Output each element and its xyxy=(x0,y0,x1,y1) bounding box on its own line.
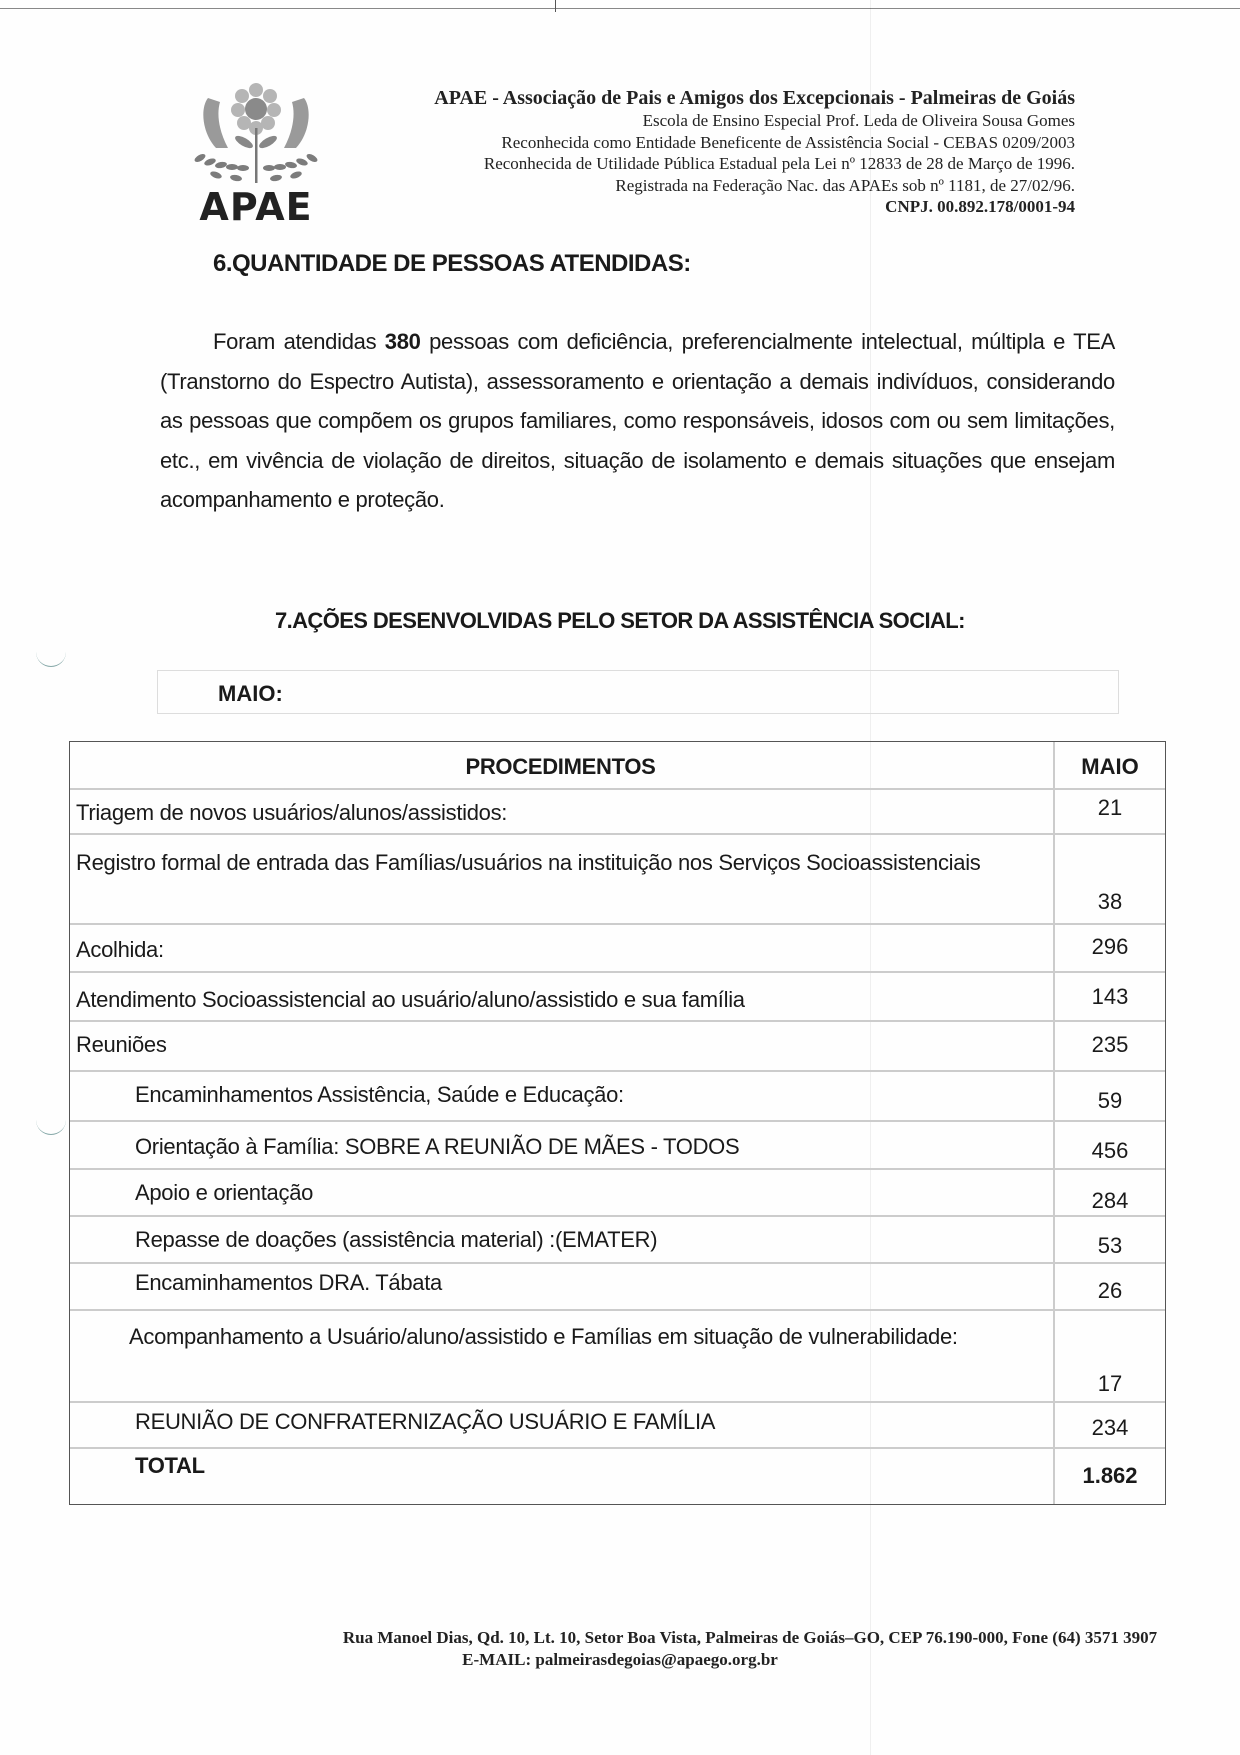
people-count: 380 xyxy=(384,329,421,354)
federation-registration: Registrada na Federação Nac. das APAEs sob nº 1181, de 27/02/96. xyxy=(615,175,1075,195)
table-row xyxy=(70,1170,1165,1217)
procedure-cell: Encaminhamentos Assistência, Saúde e Educação: xyxy=(135,1082,624,1107)
school-name: Escola de Ensino Especial Prof. Leda de Oliveira Sousa Gomes xyxy=(642,111,1075,130)
scan-notch xyxy=(555,0,556,12)
value-cell: 17 xyxy=(1053,1311,1165,1401)
value-cell: 296 xyxy=(1053,925,1165,971)
table-row xyxy=(70,1217,1165,1264)
table-row xyxy=(70,835,1165,925)
section-7-title: 7.AÇÕES DESENVOLVIDAS PELO SETOR DA ASSISTÊNCIA SOCIAL: xyxy=(275,608,965,633)
cebas-registration: Reconhecida como Entidade Beneficente de Assistência Social - CEBAS 0209/2003 xyxy=(501,132,1075,152)
value-cell: 59 xyxy=(1053,1072,1165,1120)
table-row xyxy=(70,973,1165,1022)
letterhead xyxy=(434,86,1075,218)
scan-top-line xyxy=(0,8,1240,9)
table-row xyxy=(70,1022,1165,1072)
organization-name: APAE - Associação de Pais e Amigos dos Excepcionais - Palmeiras de Goiás xyxy=(434,87,1075,109)
column-header-month: MAIO xyxy=(1053,742,1165,788)
table-header-row xyxy=(70,742,1165,790)
column-header-procedures: PROCEDIMENTOS xyxy=(465,754,656,779)
public-utility-law: Reconhecida de Utilidade Pública Estadual pela Lei nº 12833 de 28 de Março de 1996. xyxy=(483,154,1075,173)
procedure-cell: Registro formal de entrada das Famílias/usuários na instituição nos Serviços Socioassistenciais xyxy=(76,850,981,875)
cnpj: CNPJ. 00.892.178/0001-94 xyxy=(885,197,1075,216)
value-cell: 21 xyxy=(1053,790,1165,833)
value-cell: 234 xyxy=(1053,1403,1165,1447)
procedure-cell: Repasse de doações (assistência material) :(EMATER) xyxy=(135,1227,658,1252)
value-cell: 26 xyxy=(1053,1264,1165,1309)
table-row xyxy=(70,790,1165,835)
paragraph-text: pessoas com deficiência, preferencialmente intelectual, múltipla e TEA (Transtorno do Espectro Autista), assessoramento e orientação a demais indivíduos, considerando as pessoas que compõem os grupos familiares, como responsáveis, idosos com ou sem limitações, etc., em vivência de violação de direitos, situação de isolamento e demais situações que ensejam acompanhamento e proteção. xyxy=(160,329,1115,512)
table-row xyxy=(70,925,1165,973)
total-value: 1.862 xyxy=(1053,1449,1165,1504)
procedure-cell: Triagem de novos usuários/alunos/assistidos: xyxy=(76,800,508,825)
table-total-row xyxy=(70,1449,1165,1504)
table-row xyxy=(70,1403,1165,1449)
table-row xyxy=(70,1072,1165,1122)
value-cell: 456 xyxy=(1053,1122,1165,1168)
procedure-cell: Apoio e orientação xyxy=(135,1180,314,1205)
footer-address: Rua Manoel Dias, Qd. 10, Lt. 10, Setor Boa Vista, Palmeiras de Goiás–GO, CEP 76.190-000, Fone (64) 3571 3907 xyxy=(342,1628,1158,1647)
paragraph-text: Foram atendidas xyxy=(213,329,385,354)
procedure-cell: Atendimento Socioassistencial ao usuário/aluno/assistido e sua família xyxy=(76,987,745,1012)
procedure-cell: Acolhida: xyxy=(76,937,164,962)
total-label: TOTAL xyxy=(135,1453,205,1478)
logo-text: APAE xyxy=(199,185,313,229)
procedure-cell: Reuniões xyxy=(76,1032,167,1057)
value-cell: 235 xyxy=(1053,1022,1165,1070)
section-6-paragraph xyxy=(160,322,1115,520)
month-label: MAIO: xyxy=(218,681,283,706)
value-cell: 143 xyxy=(1053,973,1165,1020)
procedures-table xyxy=(69,741,1166,1505)
procedure-cell: REUNIÃO DE CONFRATERNIZAÇÃO USUÁRIO E FAMÍLIA xyxy=(135,1409,716,1434)
scan-mark xyxy=(36,652,66,667)
value-cell: 53 xyxy=(1053,1217,1165,1262)
table-row xyxy=(70,1264,1165,1311)
month-heading-box xyxy=(157,670,1119,714)
table-row xyxy=(70,1311,1165,1403)
value-cell: 38 xyxy=(1053,835,1165,923)
procedure-cell: Encaminhamentos DRA. Tábata xyxy=(135,1270,442,1295)
footer-email: E-MAIL: palmeirasdegoias@apaego.org.br xyxy=(462,1650,778,1669)
procedure-cell: Acompanhamento a Usuário/aluno/assistido e Famílias em situação de vulnerabilidade: xyxy=(129,1324,958,1349)
scan-mark xyxy=(36,1120,66,1135)
value-cell: 284 xyxy=(1053,1170,1165,1215)
footer xyxy=(0,1627,1240,1671)
table-row xyxy=(70,1122,1165,1170)
procedure-cell: Orientação à Família: SOBRE A REUNIÃO DE MÃES - TODOS xyxy=(135,1134,740,1159)
section-6-title: 6.QUANTIDADE DE PESSOAS ATENDIDAS: xyxy=(213,250,691,277)
